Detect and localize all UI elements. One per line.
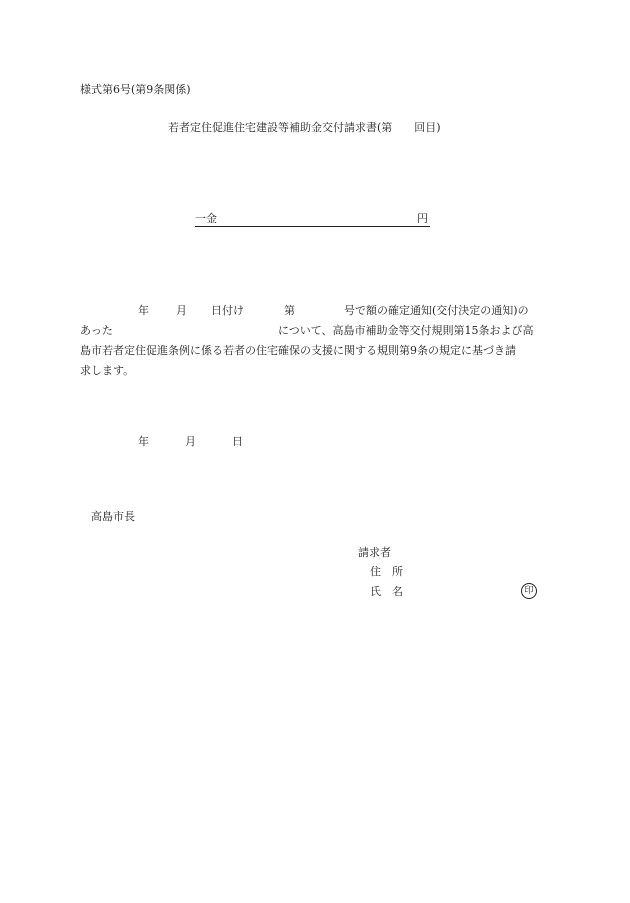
year-label: 年	[138, 304, 149, 317]
date-day: 日	[232, 435, 243, 448]
paragraph-line-1	[80, 304, 548, 324]
line2-head: あった	[80, 324, 113, 337]
paragraph-line-3	[80, 344, 548, 364]
paragraph-line-2	[80, 324, 548, 344]
notice-text: 号で額の確定通知(交付決定の通知)の	[344, 304, 529, 317]
number-prefix: 第	[284, 304, 295, 317]
line4-text: 求します。	[80, 364, 135, 377]
document-title: 若者定住促進住宅建設等補助金交付請求書(第 回目)	[168, 121, 441, 134]
month-label: 月	[176, 304, 187, 317]
seal-icon: 印	[521, 583, 537, 599]
date-month: 月	[185, 435, 196, 448]
amount-line	[195, 212, 430, 227]
addressee: 高島市長	[91, 510, 135, 523]
claimant-label: 請求者	[358, 546, 391, 559]
dated-label: 日付け	[211, 304, 244, 317]
request-paragraph	[80, 304, 548, 384]
line2-rest: について、高島市補助金等交付規則第15条および高	[278, 324, 534, 337]
paragraph-line-4	[80, 364, 548, 384]
date-year: 年	[138, 435, 149, 448]
form-label: 様式第6号(第9条関係)	[80, 83, 191, 96]
amount-prefix: 一金	[195, 212, 217, 225]
address-label: 住 所	[370, 565, 403, 578]
line3-text: 島市若者定住促進条例に係る若者の住宅確保の支援に関する規則第9条の規定に基づき請	[80, 344, 516, 357]
amount-suffix: 円	[417, 212, 428, 225]
name-label: 氏 名	[370, 585, 403, 598]
